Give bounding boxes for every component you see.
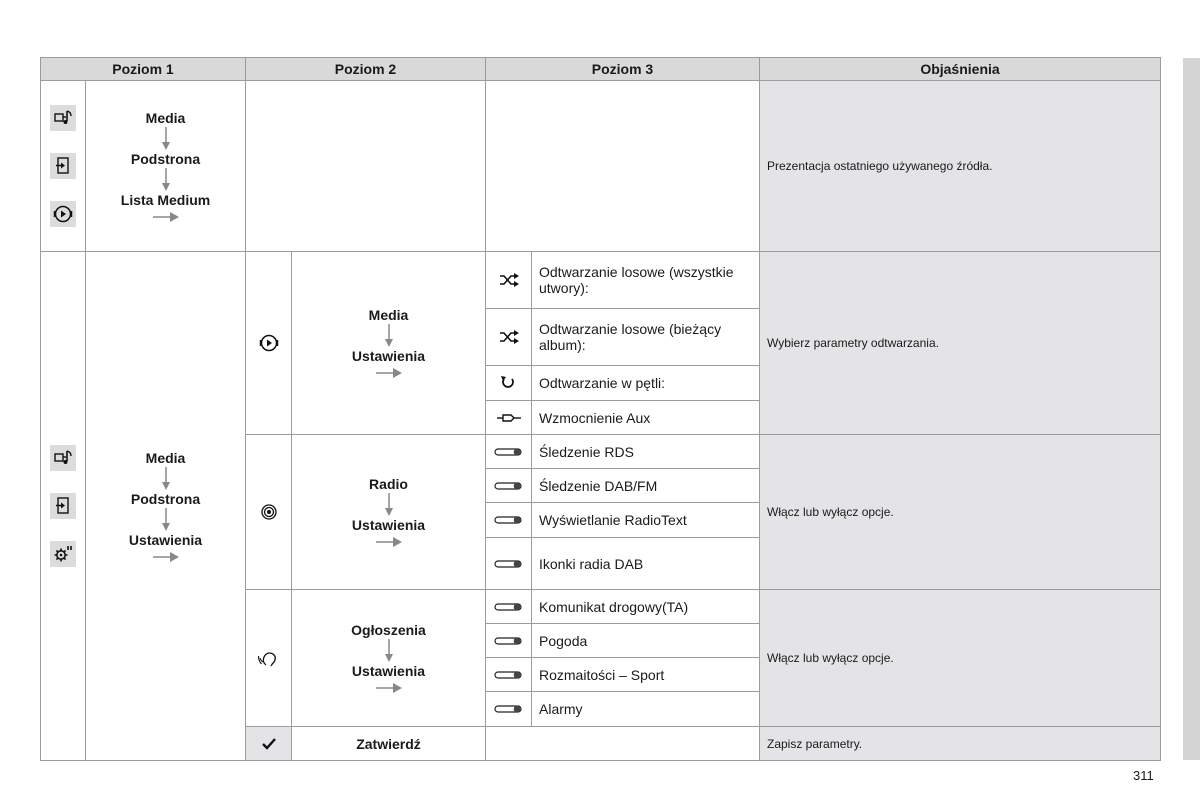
- toggle-icon[interactable]: [494, 636, 524, 646]
- level2-step-radio: Radio: [369, 476, 408, 492]
- row1-level1-path: [86, 81, 246, 252]
- option-label: Rozmaitości – Sport: [539, 666, 665, 683]
- option-aux-gain[interactable]: [532, 401, 760, 435]
- option-dab-icons[interactable]: [532, 538, 760, 590]
- toggle-icon-cell: [486, 469, 532, 503]
- shuffle-all-icon: [498, 273, 520, 287]
- media-play-icon: [50, 201, 76, 227]
- confirm-icon-cell[interactable]: [246, 727, 292, 761]
- source-input-icon: [50, 493, 76, 519]
- source-input-icon: [50, 153, 76, 179]
- level1-step-media: Media: [145, 449, 186, 466]
- checkmark-icon: [261, 736, 277, 752]
- arrow-down-icon: [384, 493, 394, 517]
- arrow-down-icon: [384, 639, 394, 663]
- level2-step-settings: Ustawienia: [351, 517, 426, 533]
- confirm-button[interactable]: [292, 727, 486, 761]
- toggle-icon[interactable]: [494, 447, 524, 457]
- aux-icon: [497, 413, 521, 423]
- level1-step-media-list: Lista Medium: [120, 191, 211, 208]
- level1-step-media: Media: [145, 109, 186, 126]
- media-settings-icon-cell: [246, 252, 292, 435]
- level2-step-settings: Ustawienia: [351, 663, 426, 679]
- repeat-icon: [499, 375, 519, 391]
- media-play-icon: [259, 333, 279, 353]
- option-shuffle-album[interactable]: [532, 309, 760, 366]
- option-alarms[interactable]: [532, 692, 760, 727]
- option-label: Odtwarzanie losowe (bieżący album):: [539, 321, 722, 353]
- option-label: Wyświetlanie RadioText: [539, 512, 687, 528]
- media-music-icon: [50, 445, 76, 471]
- level1-step-subpage: Podstrona: [130, 150, 201, 167]
- option-dab-fm-tracking[interactable]: [532, 469, 760, 503]
- aux-icon-cell: [486, 401, 532, 435]
- option-radiotext[interactable]: [532, 503, 760, 538]
- option-weather[interactable]: [532, 624, 760, 658]
- announcements-explanation: Włącz lub wyłącz opcje.: [760, 590, 1161, 727]
- header-explanation: Objaśnienia: [760, 57, 1161, 81]
- media-music-icon: [50, 105, 76, 131]
- option-entertainment-sport[interactable]: [532, 658, 760, 692]
- toggle-icon-cell: [486, 538, 532, 590]
- toggle-icon[interactable]: [494, 481, 524, 491]
- confirm-explanation: Zapisz parametry.: [760, 727, 1161, 761]
- side-tab-strip: [1183, 58, 1200, 760]
- arrow-right-icon: [376, 536, 402, 548]
- arrow-down-icon: [161, 467, 171, 491]
- header-level3: Poziom 3: [486, 57, 760, 81]
- media-settings-path: [292, 252, 486, 435]
- arrow-down-icon: [161, 168, 171, 192]
- confirm-label: Zatwierdź: [356, 735, 421, 752]
- toggle-icon-cell: [486, 435, 532, 469]
- level1-step-settings: Ustawienia: [128, 531, 203, 548]
- level2-step-announcements: Ogłoszenia: [351, 622, 426, 638]
- confirm-level3-empty: [486, 727, 760, 761]
- toggle-icon[interactable]: [494, 670, 524, 680]
- option-repeat[interactable]: [532, 366, 760, 401]
- shuffle-all-icon-cell: [486, 252, 532, 309]
- settings-gear-icon: [50, 541, 76, 567]
- announcements-path: [292, 590, 486, 727]
- toggle-icon-cell: [486, 692, 532, 727]
- level2-step-media: Media: [368, 307, 409, 323]
- arrow-right-icon: [153, 551, 179, 563]
- toggle-icon[interactable]: [494, 515, 524, 525]
- arrow-down-icon: [384, 324, 394, 348]
- option-label: Odtwarzanie losowe (wszystkie utwory):: [539, 264, 734, 296]
- toggle-icon[interactable]: [494, 602, 524, 612]
- row1-icon-column: [40, 81, 86, 252]
- level1-step-subpage: Podstrona: [130, 490, 201, 507]
- arrow-right-icon: [376, 367, 402, 379]
- radio-settings-path: [292, 435, 486, 590]
- repeat-icon-cell: [486, 366, 532, 401]
- header-level1: Poziom 1: [40, 57, 246, 81]
- arrow-right-icon: [153, 211, 179, 223]
- header-level2: Poziom 2: [246, 57, 486, 81]
- shuffle-icon-cell: [486, 309, 532, 366]
- arrow-down-icon: [161, 508, 171, 532]
- option-shuffle-all[interactable]: [532, 252, 760, 309]
- announcements-icon-cell: [246, 590, 292, 727]
- radio-explanation: Włącz lub wyłącz opcje.: [760, 435, 1161, 590]
- row1-level2-empty: [246, 81, 486, 252]
- row2-level1-path: [86, 252, 246, 761]
- toggle-icon-cell: [486, 590, 532, 624]
- arrow-right-icon: [376, 682, 402, 694]
- row1-level3-empty: [486, 81, 760, 252]
- option-label: Wzmocnienie Aux: [539, 409, 651, 426]
- shuffle-icon: [498, 330, 520, 344]
- option-label: Pogoda: [539, 632, 588, 649]
- option-rds-tracking[interactable]: [532, 435, 760, 469]
- toggle-icon[interactable]: [494, 559, 524, 569]
- settings-table: [40, 57, 1161, 761]
- toggle-icon[interactable]: [494, 704, 524, 714]
- option-traffic-announcement[interactable]: [532, 590, 760, 624]
- level2-step-settings: Ustawienia: [351, 348, 426, 364]
- row2-icon-column: [40, 252, 86, 761]
- arrow-down-icon: [161, 127, 171, 151]
- option-label: Ikonki radia DAB: [539, 555, 644, 572]
- media-explanation: Wybierz parametry odtwarzania.: [760, 252, 1161, 435]
- option-label: Alarmy: [539, 701, 583, 717]
- row1-explanation: Prezentacja ostatniego używanego źródła.: [760, 81, 1161, 252]
- option-label: Odtwarzanie w pętli:: [539, 375, 666, 391]
- radio-icon: [259, 502, 279, 522]
- toggle-icon-cell: [486, 624, 532, 658]
- toggle-icon-cell: [486, 658, 532, 692]
- option-label: Śledzenie DAB/FM: [539, 477, 658, 494]
- announcement-icon: [258, 648, 280, 668]
- radio-settings-icon-cell: [246, 435, 292, 590]
- page-number: 311: [1133, 768, 1154, 783]
- option-label: Śledzenie RDS: [539, 443, 634, 460]
- option-label: Komunikat drogowy(TA): [539, 598, 689, 615]
- toggle-icon-cell: [486, 503, 532, 538]
